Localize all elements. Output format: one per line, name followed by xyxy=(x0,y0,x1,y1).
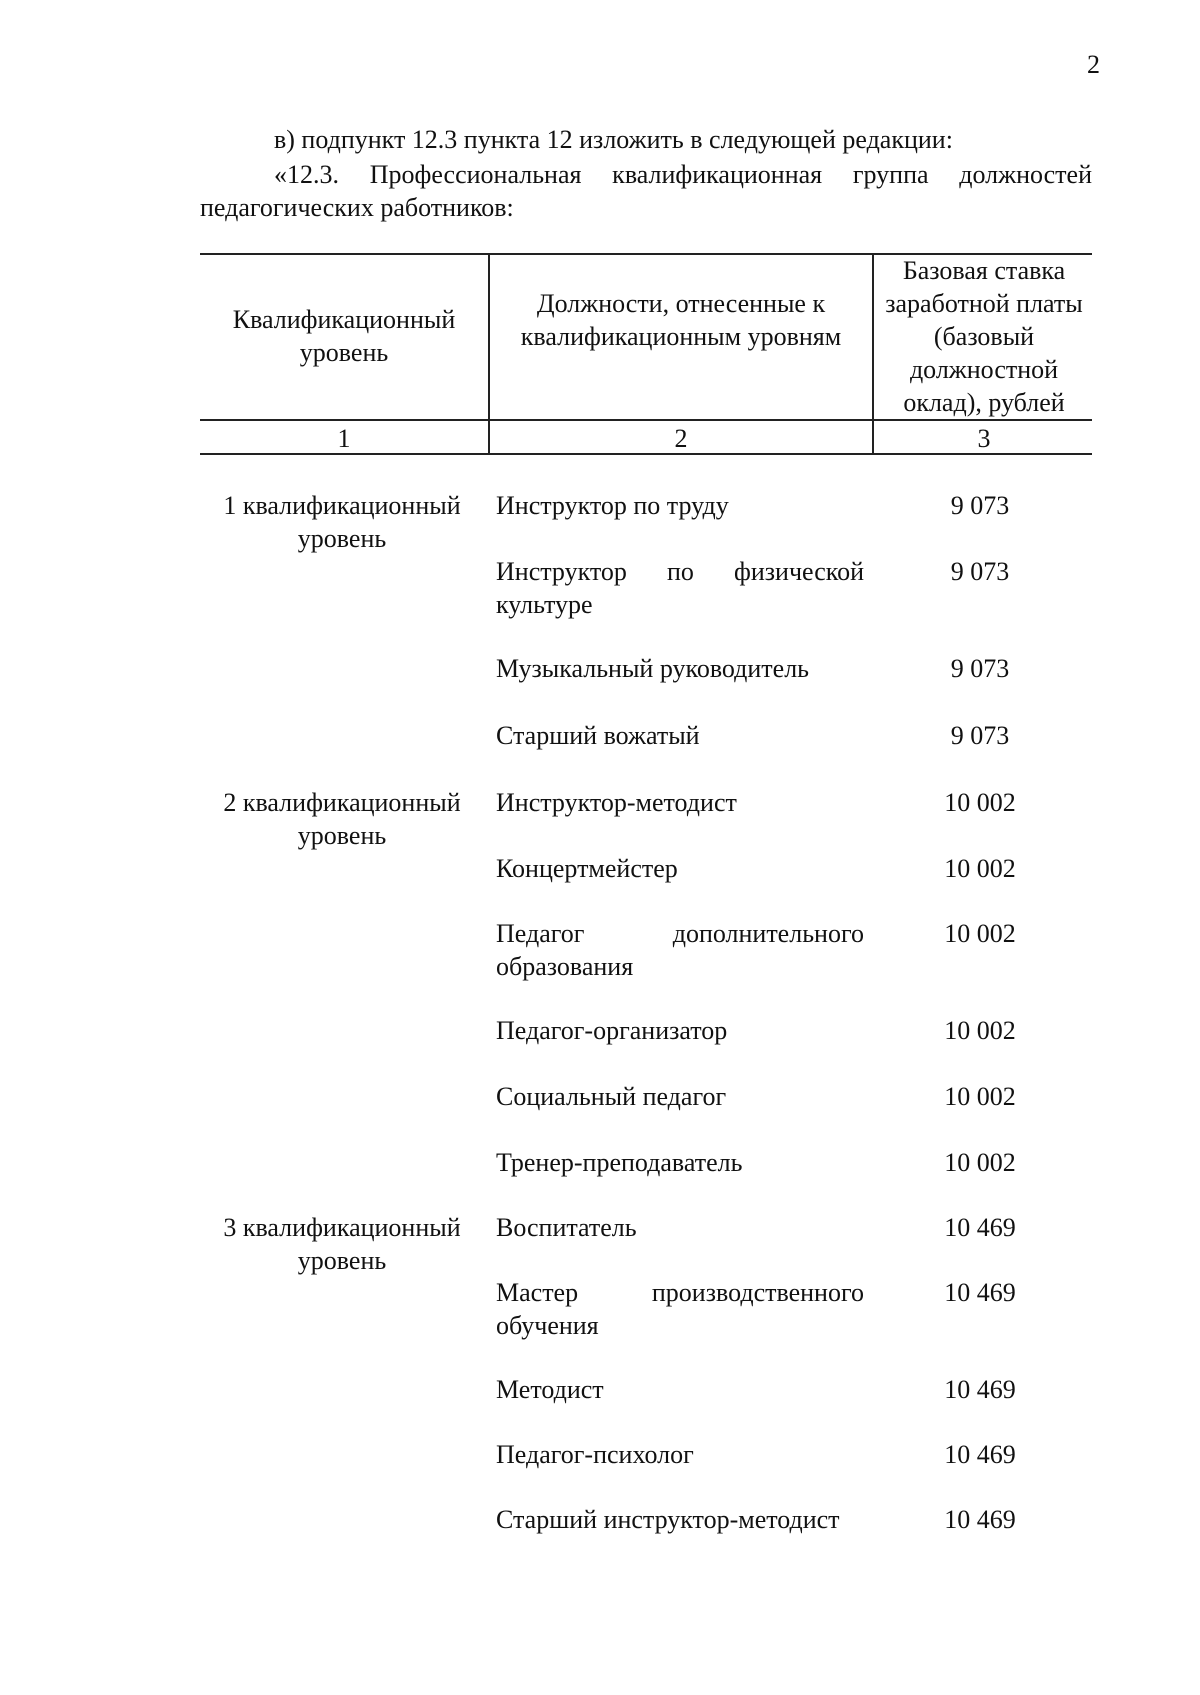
column-number-3: 3 xyxy=(977,424,991,453)
position-cell: Инструктор-методист xyxy=(496,788,737,817)
rate-cell: 9 073 xyxy=(950,557,1010,586)
position-cell: Педагог-психолог xyxy=(496,1440,694,1469)
header-bottom-border xyxy=(200,419,1092,421)
rate-cell: 10 469 xyxy=(944,1505,1016,1534)
rate-cell: 9 073 xyxy=(950,491,1010,520)
position-cell: Старший инструктор-методист xyxy=(496,1505,840,1534)
position-cell: Инструктор по труду xyxy=(496,491,729,520)
level-3-label: 3 квалификационный уровень xyxy=(223,1213,461,1275)
position-cell: Социальный педагог xyxy=(496,1082,727,1111)
position-cell: Воспитатель xyxy=(496,1213,637,1242)
rate-cell: 10 002 xyxy=(944,1082,1016,1111)
position-cell: Музыкальный руководитель xyxy=(496,654,810,683)
position-cell: Тренер-преподаватель xyxy=(496,1148,743,1177)
rate-cell: 10 469 xyxy=(944,1440,1016,1469)
rate-cell: 10 002 xyxy=(944,854,1016,883)
rate-cell: 10 469 xyxy=(944,1375,1016,1404)
position-cell: Методист xyxy=(496,1375,604,1404)
position-cell: Мастер производственного обучения xyxy=(496,1278,864,1340)
rate-cell: 9 073 xyxy=(950,721,1010,750)
position-cell: Педагог дополнительного образования xyxy=(496,919,864,981)
rate-cell: 10 469 xyxy=(944,1278,1016,1307)
amendment-instruction: в) подпункт 12.3 пункта 12 изложить в следующей редакции: xyxy=(274,125,953,154)
rate-cell: 10 002 xyxy=(944,919,1016,948)
header-positions: Должности, отнесенные к квалификационным уровням xyxy=(520,289,842,351)
subclause-title: «12.3. Профессиональная квалификационная группа должностей педагогических работников: xyxy=(200,160,1092,222)
column-divider-2 xyxy=(872,253,874,455)
rate-cell: 10 002 xyxy=(944,788,1016,817)
position-cell: Педагог-организатор xyxy=(496,1016,728,1045)
page-number: 2 xyxy=(1087,50,1100,79)
rate-cell: 10 002 xyxy=(944,1016,1016,1045)
column-number-1: 1 xyxy=(337,424,351,453)
column-divider-1 xyxy=(488,253,490,455)
position-cell: Концертмейстер xyxy=(496,854,678,883)
position-cell: Инструктор по физической культуре xyxy=(496,557,864,619)
rate-cell: 10 469 xyxy=(944,1213,1016,1242)
header-level: Квалификационный уровень xyxy=(232,305,456,367)
header-rate: Базовая ставка заработной платы (базовый должностной оклад), рублей xyxy=(885,256,1083,417)
position-cell: Старший вожатый xyxy=(496,721,700,750)
column-number-2: 2 xyxy=(674,424,688,453)
rate-cell: 10 002 xyxy=(944,1148,1016,1177)
level-2-label: 2 квалификационный уровень xyxy=(223,788,461,850)
rate-cell: 9 073 xyxy=(950,654,1010,683)
level-1-label: 1 квалификационный уровень xyxy=(223,491,461,553)
